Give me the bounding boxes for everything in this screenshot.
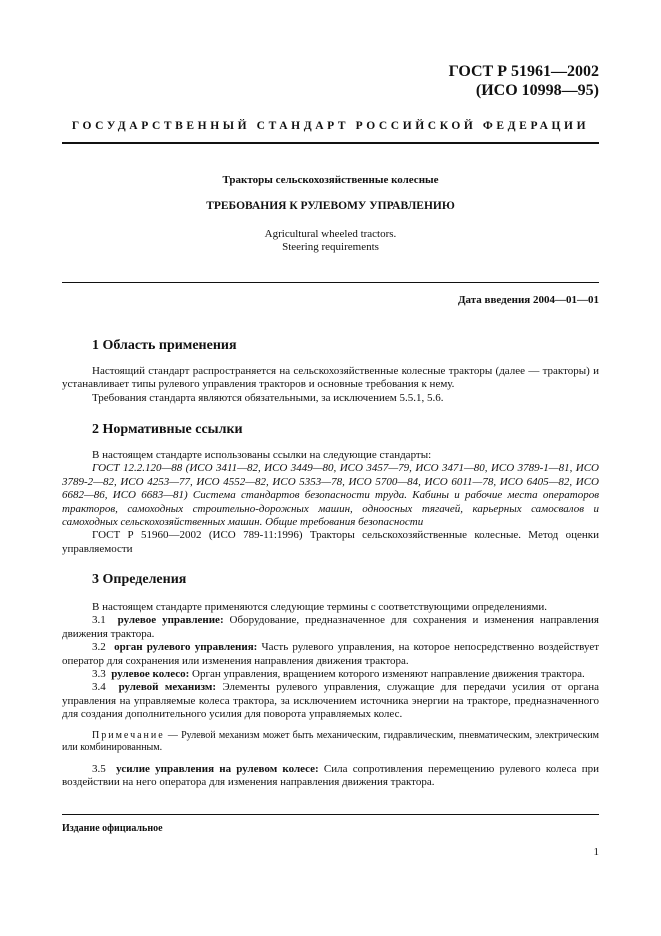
title-rule — [62, 282, 599, 283]
standard-number: ГОСТ Р 51961—2002 — [448, 63, 599, 80]
english-title — [0, 228, 661, 254]
definition-number: 3.2 — [92, 641, 106, 654]
section-2-intro: В настоящем стандарте использованы ссылки на следующие стандарты: — [92, 449, 432, 461]
english-title-line1: Agricultural wheeled tractors. — [264, 228, 397, 240]
section-3-body — [62, 601, 599, 789]
section-1-body — [62, 365, 599, 405]
section-3-intro: В настоящем стандарте применяются следующие термины с соответствующими определениями. — [92, 601, 547, 613]
section-2-heading: 2 Нормативные ссылки — [92, 422, 243, 437]
section-3-heading: 3 Определения — [92, 572, 187, 587]
definition-term: рулевой механизм: — [118, 681, 217, 694]
english-title-line2: Steering requirements — [282, 241, 379, 253]
definition-text: Часть рулевого управления, на которое непосредственно воздействует оператор для сохранения или изменения направления движения трактора. — [62, 641, 600, 667]
definition-text: Сила сопротивления перемещению рулевого колеса при воздействии на него оператора для изменения направления движения трактора. — [62, 762, 599, 789]
definition-note — [62, 730, 599, 755]
definition-3-4 — [62, 681, 599, 721]
standard-number-block — [449, 62, 599, 100]
iso-number: (ИСО 10998—95) — [475, 82, 599, 99]
definition-3-3 — [62, 668, 599, 681]
note-label: Примечание — [92, 729, 165, 741]
definition-number: 3.1 — [92, 614, 106, 627]
definition-term: рулевое управление: — [117, 614, 224, 627]
state-standard-title: ГОСУДАРСТВЕННЫЙ СТАНДАРТ РОССИЙСКОЙ ФЕДЕРАЦИИ — [71, 120, 590, 132]
header-rule — [62, 142, 599, 144]
definition-term: рулевое колесо: — [111, 668, 190, 681]
section-2-body — [62, 449, 599, 556]
definition-number: 3.4 — [92, 681, 106, 694]
definition-text: Орган управления, вращением которого изменяют направление движения трактора. — [189, 668, 585, 681]
definition-text: Элементы рулевого управления, служащие для передачи усилия от органа управления на управляемые колеса трактора, за исключением источника энергии на тракторе, предназначенного для создания дополнительного усилия для поворота управляемых колес. — [62, 681, 600, 721]
reference-gost-r-51960: ГОСТ Р 51960—2002 (ИСО 789-11:1996) Тракторы сельскохозяйственные колесные. Метод оценки управляемости — [62, 529, 599, 555]
section-1-paragraph-2: Требования стандарта являются обязательными, за исключением 5.5.1, 5.6. — [92, 391, 444, 404]
section-1-heading: 1 Область применения — [92, 338, 237, 353]
definition-number: 3.3 — [92, 668, 106, 681]
footer-rule — [62, 814, 599, 815]
note-text: — Рулевой механизм может быть механическим, гидравлическим, пневматическим, электрическим или комбинированным. — [62, 729, 599, 754]
definition-3-1 — [62, 614, 599, 641]
definition-term: усилие управления на рулевом колесе: — [116, 762, 319, 775]
definition-term: орган рулевого управления: — [114, 641, 258, 654]
definition-3-5 — [62, 763, 599, 790]
document-subtitle: Тракторы сельскохозяйственные колесные — [222, 174, 439, 186]
page-number: 1 — [593, 846, 599, 858]
effective-date: Дата введения 2004—01—01 — [457, 294, 599, 306]
section-1-paragraph-1: Настоящий стандарт распространяется на сельскохозяйственные колесные тракторы (далее — тракторы) и устанавливает типы рулевого управления тракторов и основные требования к нему. — [62, 365, 599, 391]
definition-text: Оборудование, предназначенное для сохранения и изменения направления движения трактора. — [62, 614, 599, 640]
definition-3-2 — [62, 641, 599, 668]
document-title: ТРЕБОВАНИЯ К РУЛЕВОМУ УПРАВЛЕНИЮ — [206, 200, 455, 212]
official-edition-label: Издание официальное — [62, 823, 163, 834]
reference-gost-12-2-120: ГОСТ 12.2.120—88 (ИСО 3411—82, ИСО 3449—80, ИСО 3457—79, ИСО 3471—80, ИСО 3789-1—81, ИСО 3789-2—82, ИСО 4253—77, ИСО 4552—82, ИСО 5353—78, ИСО 5700—84, ИСО 6011—78, ИСО 6405—82, ИСО 6682—86, ИСО 6683—81) Система стандартов безопасности труда. Кабины и рабочие места операторов тракторов, самоходных строительно-дорожных машин, одноосных тягачей, карьерных самосвалов и самоходных сельскохозяйственных машин. Общие требования безопасности — [62, 462, 599, 529]
definition-number: 3.5 — [92, 762, 106, 775]
